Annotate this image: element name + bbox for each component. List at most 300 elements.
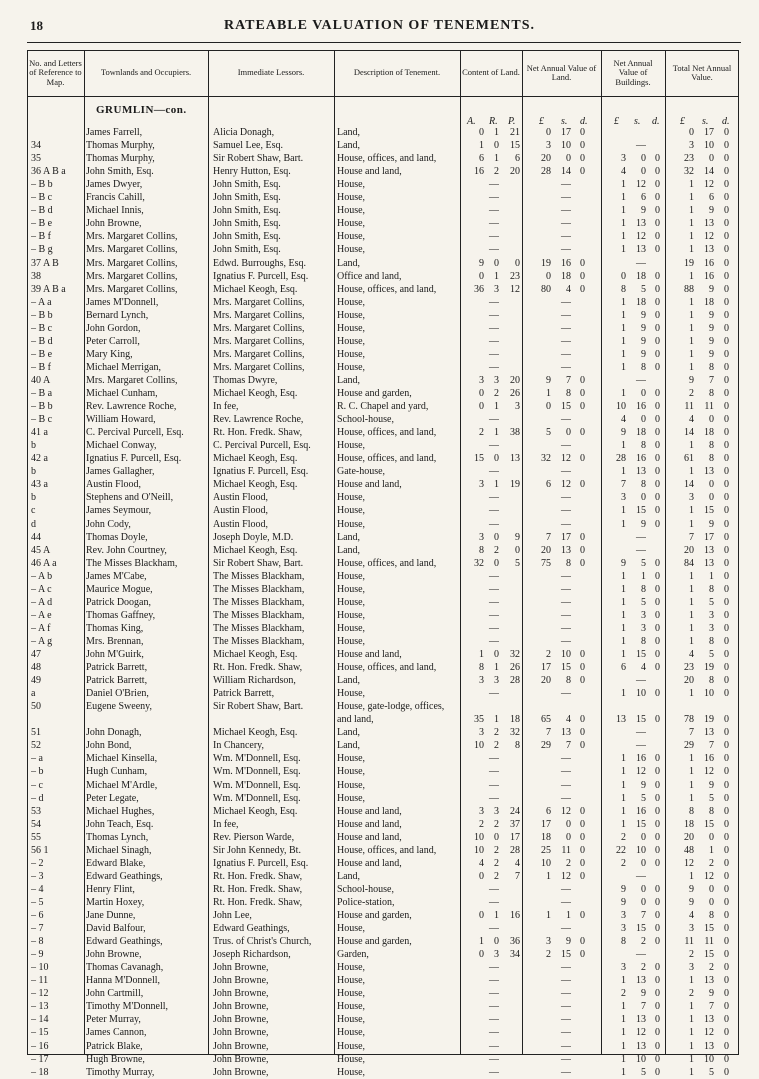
cell-roods: —: [489, 218, 499, 230]
cell-ref: – B d: [31, 335, 53, 347]
cell-ref: – B g: [31, 244, 53, 256]
cell-buildings-pounds: 1: [621, 1066, 626, 1078]
cell-roods: —: [489, 1027, 499, 1039]
cell-buildings-shillings: 15: [636, 923, 646, 935]
cell-buildings-pence: 0: [655, 1014, 660, 1026]
cell-land-shillings: 0: [566, 153, 571, 165]
cell-lessor: John Smith, Esq.: [213, 205, 281, 217]
cell-total-shillings: 8: [709, 440, 714, 452]
cell-land-shillings: 0: [566, 427, 571, 439]
cell-buildings-pence: 0: [655, 361, 660, 373]
cell-roods: —: [489, 440, 499, 452]
cell-buildings-pence: 0: [655, 570, 660, 582]
cell-roods: 0: [494, 140, 499, 152]
cell-total-pounds: 4: [689, 414, 694, 426]
cell-lessor: The Misses Blackham,: [213, 635, 305, 647]
cell-total-pounds: 20: [684, 675, 694, 687]
unit-pounds: £: [539, 116, 544, 127]
table-row: [0, 674, 759, 687]
table-row: [0, 570, 759, 583]
table-row: [0, 139, 759, 152]
cell-ref: – 12: [31, 988, 49, 1000]
cell-buildings-shillings: 16: [636, 453, 646, 465]
cell-total-pounds: 2: [689, 988, 694, 1000]
cell-roods: 1: [494, 662, 499, 674]
cell-lessor: Michael Keogh, Esq.: [213, 388, 298, 399]
cell-total-shillings: 13: [704, 1014, 714, 1026]
cell-ref: 38: [31, 270, 41, 282]
cell-perches: 15: [510, 140, 520, 152]
cell-land-pounds: 1: [546, 870, 551, 882]
cell-buildings-pounds: 4: [621, 166, 626, 178]
cell-land-shillings: 18: [561, 270, 571, 282]
cell-occupier: Mrs. Margaret Collins,: [86, 244, 178, 256]
cell-total-pounds: 23: [684, 662, 694, 674]
cell-perches: 37: [510, 818, 520, 830]
cell-land-shillings: —: [561, 962, 571, 974]
cell-acres: 0: [479, 388, 484, 399]
cell-total-pence: 0: [724, 753, 729, 765]
cell-land-pence: 0: [580, 427, 585, 439]
cell-buildings-pounds: 9: [621, 557, 626, 569]
cell-total-pounds: 1: [689, 779, 694, 791]
cell-description: School-house,: [337, 414, 394, 426]
cell-land-pounds: 0: [546, 401, 551, 413]
cell-buildings-pence: 0: [655, 335, 660, 347]
cell-occupier: Patrick Barrett,: [86, 662, 148, 674]
cell-total-shillings: 13: [704, 727, 714, 739]
cell-buildings-pence: 0: [655, 440, 660, 452]
cell-total-pence: 0: [724, 649, 729, 660]
cell-ref: – 18: [31, 1066, 49, 1078]
cell-land-pence: 0: [580, 844, 585, 856]
cell-total-pounds: 29: [684, 740, 694, 752]
cell-buildings-pence: 0: [655, 557, 660, 569]
cell-roods: —: [489, 688, 499, 700]
cell-lessor: Ignatius F. Purcell, Esq.: [213, 270, 309, 282]
cell-perches: 16: [510, 910, 520, 921]
cell-buildings-pounds: 2: [621, 988, 626, 1000]
cell-land-shillings: —: [561, 518, 571, 530]
cell-lessor: John Lee,: [213, 910, 252, 921]
cell-lessor: Ignatius F. Purcell, Esq.: [213, 466, 309, 478]
cell-buildings-pounds: 2: [621, 857, 626, 869]
cell-occupier: Peter Carroll,: [86, 335, 140, 347]
cell-buildings-shillings: 12: [636, 766, 646, 778]
cell-description: House and garden,: [337, 388, 412, 399]
cell-land-pence: 0: [580, 870, 585, 882]
cell-lessor: Mrs. Margaret Collins,: [213, 309, 305, 321]
cell-total-shillings: 7: [709, 740, 714, 752]
cell-land-shillings: 2: [566, 857, 571, 869]
cell-perches: 17: [510, 831, 520, 843]
cell-land-shillings: —: [561, 753, 571, 765]
cell-land-shillings: 12: [561, 870, 571, 882]
cell-land-shillings: 15: [561, 662, 571, 674]
cell-occupier: John Browne,: [86, 949, 142, 961]
cell-roods: —: [489, 622, 499, 634]
cell-perches: 6: [515, 153, 520, 165]
cell-total-pounds: 9: [689, 883, 694, 895]
cell-buildings-pence: 0: [655, 779, 660, 791]
cell-description: House and land,: [337, 166, 402, 178]
table-row: [0, 739, 759, 752]
cell-total-shillings: 17: [704, 127, 714, 138]
cell-total-pounds: 14: [684, 479, 694, 491]
cell-total-shillings: 9: [709, 309, 714, 321]
cell-buildings-shillings: 8: [641, 583, 646, 595]
cell-roods: —: [489, 335, 499, 347]
cell-buildings-shillings: 8: [641, 361, 646, 373]
cell-total-pounds: 1: [689, 1053, 694, 1065]
cell-description: House,: [337, 923, 366, 935]
cell-lessor: Sir Robert Shaw, Bart.: [213, 557, 304, 569]
cell-land-shillings: —: [561, 296, 571, 308]
cell-buildings-pence: 0: [655, 609, 660, 621]
cell-perches: 9: [515, 531, 520, 543]
cell-occupier: Peter Legate,: [86, 792, 139, 804]
cell-acres: 9: [479, 257, 484, 269]
cell-total-pounds: 0: [689, 127, 694, 138]
cell-description: Land,: [337, 127, 361, 138]
cell-occupier: John Donagh,: [86, 727, 142, 739]
cell-roods: —: [489, 988, 499, 1000]
cell-occupier: James Cannon,: [86, 1027, 147, 1039]
unit-pence: d.: [652, 116, 660, 127]
cell-buildings-shillings: 1: [641, 570, 646, 582]
cell-buildings-shillings: —: [636, 949, 646, 961]
cell-buildings-shillings: 9: [641, 205, 646, 217]
cell-roods: 2: [494, 166, 499, 178]
cell-description: Land,: [337, 544, 361, 556]
cell-total-pence: 0: [724, 1040, 729, 1052]
cell-land-pounds: 17: [541, 662, 551, 674]
cell-roods: 3: [494, 949, 499, 961]
cell-lessor: Austin Flood,: [213, 505, 269, 517]
cell-acres: 8: [479, 662, 484, 674]
cell-lessor: John Browne,: [213, 1053, 269, 1065]
cell-roods: —: [489, 962, 499, 974]
cell-lessor: John Browne,: [213, 1001, 269, 1013]
cell-roods: 0: [494, 831, 499, 843]
unit-shillings: s.: [702, 116, 709, 127]
cell-land-pounds: 2: [546, 949, 551, 961]
cell-buildings-pounds: 1: [621, 766, 626, 778]
cell-description: House,: [337, 518, 366, 530]
table-row: [0, 974, 759, 987]
cell-total-shillings: 2: [709, 857, 714, 869]
cell-occupier: Edward Geathings,: [86, 870, 163, 882]
cell-buildings-pence: 0: [655, 923, 660, 935]
cell-land-shillings: 12: [561, 453, 571, 465]
cell-buildings-pounds: 1: [621, 218, 626, 230]
cell-land-shillings: —: [561, 1040, 571, 1052]
col-header-ref: No. and Letters of Reference to Map.: [29, 57, 82, 87]
cell-total-shillings: 15: [704, 505, 714, 517]
cell-buildings-pence: 0: [655, 635, 660, 647]
cell-land-shillings: —: [561, 635, 571, 647]
cell-description: House,: [337, 322, 366, 334]
cell-buildings-shillings: 5: [641, 792, 646, 804]
cell-total-pounds: 1: [689, 361, 694, 373]
col-header-land-value: Net Annual Value of Land.: [526, 62, 597, 82]
cell-occupier: Michael M'Ardle,: [86, 779, 158, 791]
table-row: [0, 752, 759, 765]
table-row: [0, 1026, 759, 1039]
cell-buildings-shillings: 13: [636, 466, 646, 478]
cell-ref: – A a: [31, 296, 52, 308]
cell-occupier: Daniel O'Brien,: [86, 688, 149, 700]
cell-description: House, gate-lodge, offices,: [337, 701, 445, 713]
table-row: [0, 426, 759, 439]
cell-buildings-shillings: 6: [641, 192, 646, 204]
cell-description: House,: [337, 1014, 366, 1026]
cell-perches: 32: [510, 649, 520, 660]
cell-lessor: Rt. Hon. Fredk. Shaw,: [213, 870, 303, 882]
cell-buildings-pounds: 6: [621, 662, 626, 674]
cell-description: House,: [337, 192, 366, 204]
cell-total-pence: 0: [724, 505, 729, 517]
cell-buildings-pounds: 1: [621, 635, 626, 647]
cell-buildings-pounds: 13: [616, 714, 626, 726]
cell-buildings-pounds: 1: [621, 1027, 626, 1039]
cell-buildings-shillings: 0: [641, 831, 646, 843]
cell-ref: – 6: [31, 910, 44, 921]
cell-roods: 3: [494, 374, 499, 386]
cell-buildings-shillings: 0: [641, 492, 646, 504]
cell-total-shillings: 13: [704, 466, 714, 478]
cell-land-pence: 0: [580, 857, 585, 869]
cell-buildings-shillings: 0: [641, 896, 646, 908]
cell-total-pounds: 1: [689, 348, 694, 360]
cell-land-shillings: —: [561, 179, 571, 191]
cell-buildings-pounds: 1: [621, 805, 626, 817]
cell-occupier: James Gallagher,: [86, 466, 155, 478]
cell-lessor: Joseph Doyle, M.D.: [213, 531, 294, 543]
cell-buildings-pounds: 1: [621, 753, 626, 765]
cell-land-pounds: 65: [541, 714, 551, 726]
cell-ref: – b: [31, 766, 44, 778]
cell-occupier: Austin Flood,: [86, 479, 142, 491]
cell-total-shillings: 11: [704, 936, 714, 948]
table-row: [0, 465, 759, 478]
cell-ref: – 4: [31, 883, 44, 895]
cell-lessor: Michael Keogh, Esq.: [213, 453, 298, 465]
cell-buildings-pence: 0: [655, 831, 660, 843]
cell-buildings-pounds: 1: [621, 348, 626, 360]
cell-total-pence: 0: [724, 453, 729, 465]
cell-land-shillings: 10: [561, 140, 571, 152]
cell-total-shillings: 15: [704, 949, 714, 961]
cell-acres: 2: [479, 818, 484, 830]
table-row: [0, 439, 759, 452]
cell-buildings-pence: 0: [655, 662, 660, 674]
cell-roods: 1: [494, 479, 499, 491]
cell-description: House,: [337, 1027, 366, 1039]
cell-roods: 2: [494, 740, 499, 752]
unit-roods: R.: [489, 116, 498, 127]
cell-perches: 32: [510, 727, 520, 739]
unit-shillings: s.: [561, 116, 568, 127]
cell-lessor: Wm. M'Donnell, Esq.: [213, 766, 301, 778]
cell-perches: 26: [510, 388, 520, 399]
cell-total-shillings: 5: [709, 596, 714, 608]
cell-description: House, offices, and land,: [337, 662, 437, 674]
cell-lessor: John Browne,: [213, 1040, 269, 1052]
cell-description: Police-station,: [337, 896, 395, 908]
cell-buildings-shillings: 16: [636, 401, 646, 413]
cell-occupier: Martin Hoxey,: [86, 896, 145, 908]
cell-lessor: Wm. M'Donnell, Esq.: [213, 792, 301, 804]
cell-total-pence: 0: [724, 635, 729, 647]
cell-ref: – c: [31, 779, 43, 791]
cell-acres: 10: [474, 831, 484, 843]
cell-roods: —: [489, 518, 499, 530]
cell-buildings-pounds: 3: [621, 153, 626, 165]
cell-buildings-shillings: 15: [636, 649, 646, 660]
cell-buildings-pence: 0: [655, 283, 660, 295]
cell-total-shillings: 0: [709, 479, 714, 491]
cell-lessor: Michael Keogh, Esq.: [213, 283, 298, 295]
cell-acres: 3: [479, 727, 484, 739]
page-title: RATEABLE VALUATION OF TENEMENTS.: [223, 18, 536, 33]
cell-occupier: Timothy Murray,: [86, 1066, 155, 1078]
cell-buildings-pence: 0: [655, 988, 660, 1000]
cell-description: House,: [337, 440, 366, 452]
cell-total-shillings: 15: [704, 923, 714, 935]
cell-occupier: Thomas Doyle,: [86, 531, 148, 543]
cell-land-pounds: 6: [546, 479, 551, 491]
cell-description: House,: [337, 792, 366, 804]
cell-lessor: Rev. Pierson Warde,: [213, 831, 295, 843]
cell-land-pence: 0: [580, 283, 585, 295]
cell-total-pounds: 1: [689, 231, 694, 243]
cell-total-pence: 0: [724, 205, 729, 217]
cell-acres: 1: [479, 140, 484, 152]
cell-land-pounds: 0: [546, 127, 551, 138]
cell-acres: 35: [474, 714, 484, 726]
cell-occupier: Francis Cahill,: [86, 192, 145, 204]
cell-roods: 1: [494, 910, 499, 921]
cell-description: House and garden,: [337, 910, 412, 921]
cell-roods: 0: [494, 257, 499, 269]
cell-description: House, offices, and land,: [337, 153, 437, 165]
cell-buildings-shillings: 2: [641, 962, 646, 974]
cell-total-pence: 0: [724, 140, 729, 152]
cell-buildings-shillings: 13: [636, 244, 646, 256]
cell-total-pounds: 14: [684, 427, 694, 439]
cell-total-shillings: 9: [709, 322, 714, 334]
cell-land-pence: 0: [580, 479, 585, 491]
cell-acres: 16: [474, 166, 484, 178]
table-row: [0, 348, 759, 361]
cell-land-shillings: —: [561, 440, 571, 452]
cell-buildings-pounds: 1: [621, 388, 626, 399]
cell-ref: – 10: [31, 962, 49, 974]
cell-roods: 0: [494, 531, 499, 543]
cell-description: House,: [337, 1001, 366, 1013]
cell-buildings-shillings: 5: [641, 557, 646, 569]
cell-buildings-pence: 0: [655, 414, 660, 426]
cell-description: House,: [337, 1040, 366, 1052]
cell-occupier: Thomas Murphy,: [86, 153, 155, 165]
cell-buildings-shillings: 3: [641, 622, 646, 634]
cell-land-pounds: 20: [541, 153, 551, 165]
cell-lessor: The Misses Blackham,: [213, 596, 305, 608]
cell-roods: —: [489, 414, 499, 426]
cell-buildings-pence: 0: [655, 518, 660, 530]
cell-acres: 3: [479, 805, 484, 817]
cell-total-shillings: 18: [704, 427, 714, 439]
cell-total-pounds: 1: [689, 192, 694, 204]
cell-buildings-shillings: 0: [641, 166, 646, 178]
cell-land-pounds: 1: [546, 388, 551, 399]
cell-buildings-shillings: 16: [636, 753, 646, 765]
cell-perches: 28: [510, 844, 520, 856]
cell-total-pounds: 1: [689, 1066, 694, 1078]
cell-buildings-pounds: 1: [621, 792, 626, 804]
cell-total-pounds: 4: [689, 910, 694, 921]
cell-total-pence: 0: [724, 988, 729, 1000]
cell-land-pence: 0: [580, 727, 585, 739]
cell-buildings-pounds: 7: [621, 479, 626, 491]
cell-buildings-pounds: 1: [621, 1001, 626, 1013]
cell-description: House,: [337, 635, 366, 647]
cell-total-shillings: 9: [709, 335, 714, 347]
cell-lessor: Mrs. Margaret Collins,: [213, 361, 305, 373]
cell-total-pounds: 9: [689, 896, 694, 908]
cell-buildings-pounds: 1: [621, 688, 626, 700]
cell-buildings-pounds: 0: [621, 270, 626, 282]
cell-buildings-pence: 0: [655, 388, 660, 399]
cell-perches: 34: [510, 949, 520, 961]
cell-land-pence: 0: [580, 662, 585, 674]
cell-buildings-pence: 0: [655, 792, 660, 804]
cell-land-pence: 0: [580, 388, 585, 399]
cell-total-pounds: 1: [689, 583, 694, 595]
cell-lessor: Wm. M'Donnell, Esq.: [213, 779, 301, 791]
cell-buildings-shillings: 15: [636, 714, 646, 726]
cell-lessor: In fee,: [213, 401, 239, 413]
cell-description: Land,: [337, 727, 361, 739]
cell-occupier: Michael Sinagh,: [86, 844, 152, 856]
cell-occupier: Maurice Mogue,: [86, 583, 153, 595]
cell-ref: – d: [31, 792, 44, 804]
cell-occupier: Mrs. Margaret Collins,: [86, 283, 178, 295]
cell-land-shillings: —: [561, 466, 571, 478]
cell-total-shillings: 8: [709, 675, 714, 687]
cell-land-shillings: —: [561, 570, 571, 582]
cell-buildings-pence: 0: [655, 962, 660, 974]
cell-buildings-shillings: 9: [641, 779, 646, 791]
cell-total-pounds: 1: [689, 622, 694, 634]
cell-total-pence: 0: [724, 179, 729, 191]
cell-roods: 2: [494, 844, 499, 856]
cell-land-shillings: 1: [566, 910, 571, 921]
cell-buildings-pounds: 1: [621, 192, 626, 204]
cell-land-pounds: 25: [541, 844, 551, 856]
cell-land-shillings: 7: [566, 374, 571, 386]
cell-description: House,: [337, 622, 366, 634]
cell-ref: 53: [31, 805, 41, 817]
cell-ref: 41 a: [31, 427, 48, 439]
cell-occupier: John Cartmill,: [86, 988, 144, 1000]
table-row: [0, 1053, 759, 1066]
cell-land-pence: 0: [580, 675, 585, 687]
cell-total-pence: 0: [724, 675, 729, 687]
cell-total-pounds: 1: [689, 179, 694, 191]
unit-pounds: £: [680, 116, 685, 127]
